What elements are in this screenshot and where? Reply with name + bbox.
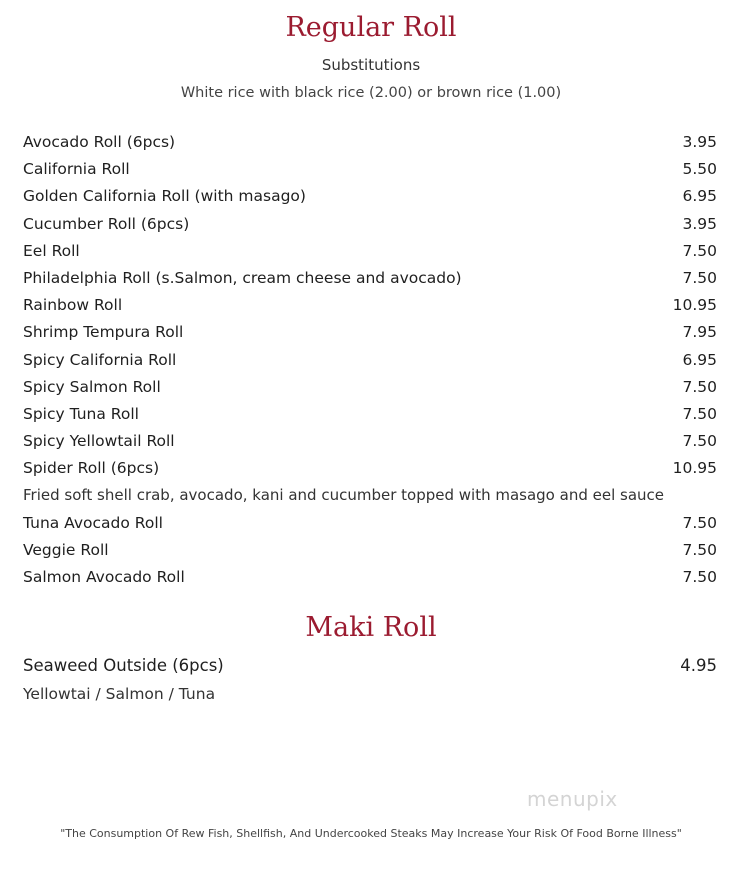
menupix-watermark: menupix (527, 787, 618, 811)
maki-item-price: 4.95 (680, 656, 717, 675)
menu-item (23, 156, 717, 183)
menu-item-name: Rainbow Roll (23, 296, 123, 315)
disclaimer: "The Consumption Of Rew Fish, Shellfish, And Undercooked Steaks May Increase Your Risk Of Food Borne Illness" (60, 827, 682, 840)
menu-item-name: Spicy California Roll (23, 350, 177, 369)
menu-item-price: 7.50 (682, 568, 717, 586)
menu-item-name: Eel Roll (23, 241, 80, 260)
menu-item-price: 7.95 (682, 323, 717, 342)
menu-item-price: 7.50 (682, 513, 717, 532)
menu-item (23, 347, 717, 374)
menu-item-price: 10.95 (672, 296, 717, 315)
menu-item-name: California Roll (23, 160, 130, 179)
menu-item-price: 3.95 (682, 214, 717, 233)
menu-item (23, 265, 717, 292)
menu-item-price: 7.50 (682, 540, 717, 559)
menu-item (23, 564, 717, 591)
menu-item-price: 3.95 (682, 133, 717, 151)
menu-item-name: Spicy Tuna Roll (23, 404, 139, 423)
menu-item (23, 537, 717, 564)
menu-item (23, 211, 717, 238)
menu-item-price: 7.50 (682, 404, 717, 423)
menu-item-name: Tuna Avocado Roll (23, 513, 163, 532)
maki-options: Yellowtai / Salmon / Tuna (23, 685, 216, 703)
menu-item-price: 7.50 (682, 377, 717, 396)
menu-item-price: 7.50 (682, 432, 717, 451)
menu-item-name: Spider Roll (6pcs) (23, 459, 160, 478)
menu-item (23, 374, 717, 401)
item-description (23, 482, 717, 509)
menu-item-name: Fried soft shell crab, avocado, kani and cucumber topped with masago and eel sauce (23, 486, 664, 505)
menu-item-name: Philadelphia Roll (s.Salmon, cream cheese and avocado) (23, 268, 462, 287)
menu-item (23, 183, 717, 210)
maki-roll-title: Maki Roll (305, 612, 437, 643)
menu-item (23, 319, 717, 346)
menu-item-name: Cucumber Roll (6pcs) (23, 214, 190, 233)
menu-item-price: 6.95 (682, 187, 717, 206)
menu-item-price: 6.95 (682, 350, 717, 369)
menu-item-price: 5.50 (682, 160, 717, 179)
menu-item (23, 510, 717, 537)
menu-item (23, 428, 717, 455)
substitutions-note: White rice with black rice (2.00) or brown rice (1.00) (180, 85, 562, 101)
menu-item-name: Shrimp Tempura Roll (23, 323, 184, 342)
menu-item-price: 10.95 (672, 459, 717, 478)
maki-item-name: Seaweed Outside (6pcs) (23, 656, 224, 675)
menu-item-name: Salmon Avocado Roll (23, 568, 185, 586)
menu-item-name: Avocado Roll (6pcs) (23, 133, 176, 151)
menu-item-name: Spicy Salmon Roll (23, 377, 161, 396)
menu-item-name: Golden California Roll (with masago) (23, 187, 306, 206)
menu-item (23, 401, 717, 428)
menu-item (23, 455, 717, 482)
menu-item-price: 7.50 (682, 268, 717, 287)
regular-roll-list (23, 129, 717, 591)
menu-item-name: Veggie Roll (23, 540, 109, 559)
regular-roll-title: Regular Roll (285, 12, 457, 43)
menu-item (23, 238, 717, 265)
menu-item-price: 7.50 (682, 241, 717, 260)
menu-item (23, 292, 717, 319)
menu-item (23, 129, 717, 156)
substitutions-label: Substitutions (321, 56, 421, 74)
menu-item-name: Spicy Yellowtail Roll (23, 432, 175, 451)
maki-item (23, 652, 717, 680)
